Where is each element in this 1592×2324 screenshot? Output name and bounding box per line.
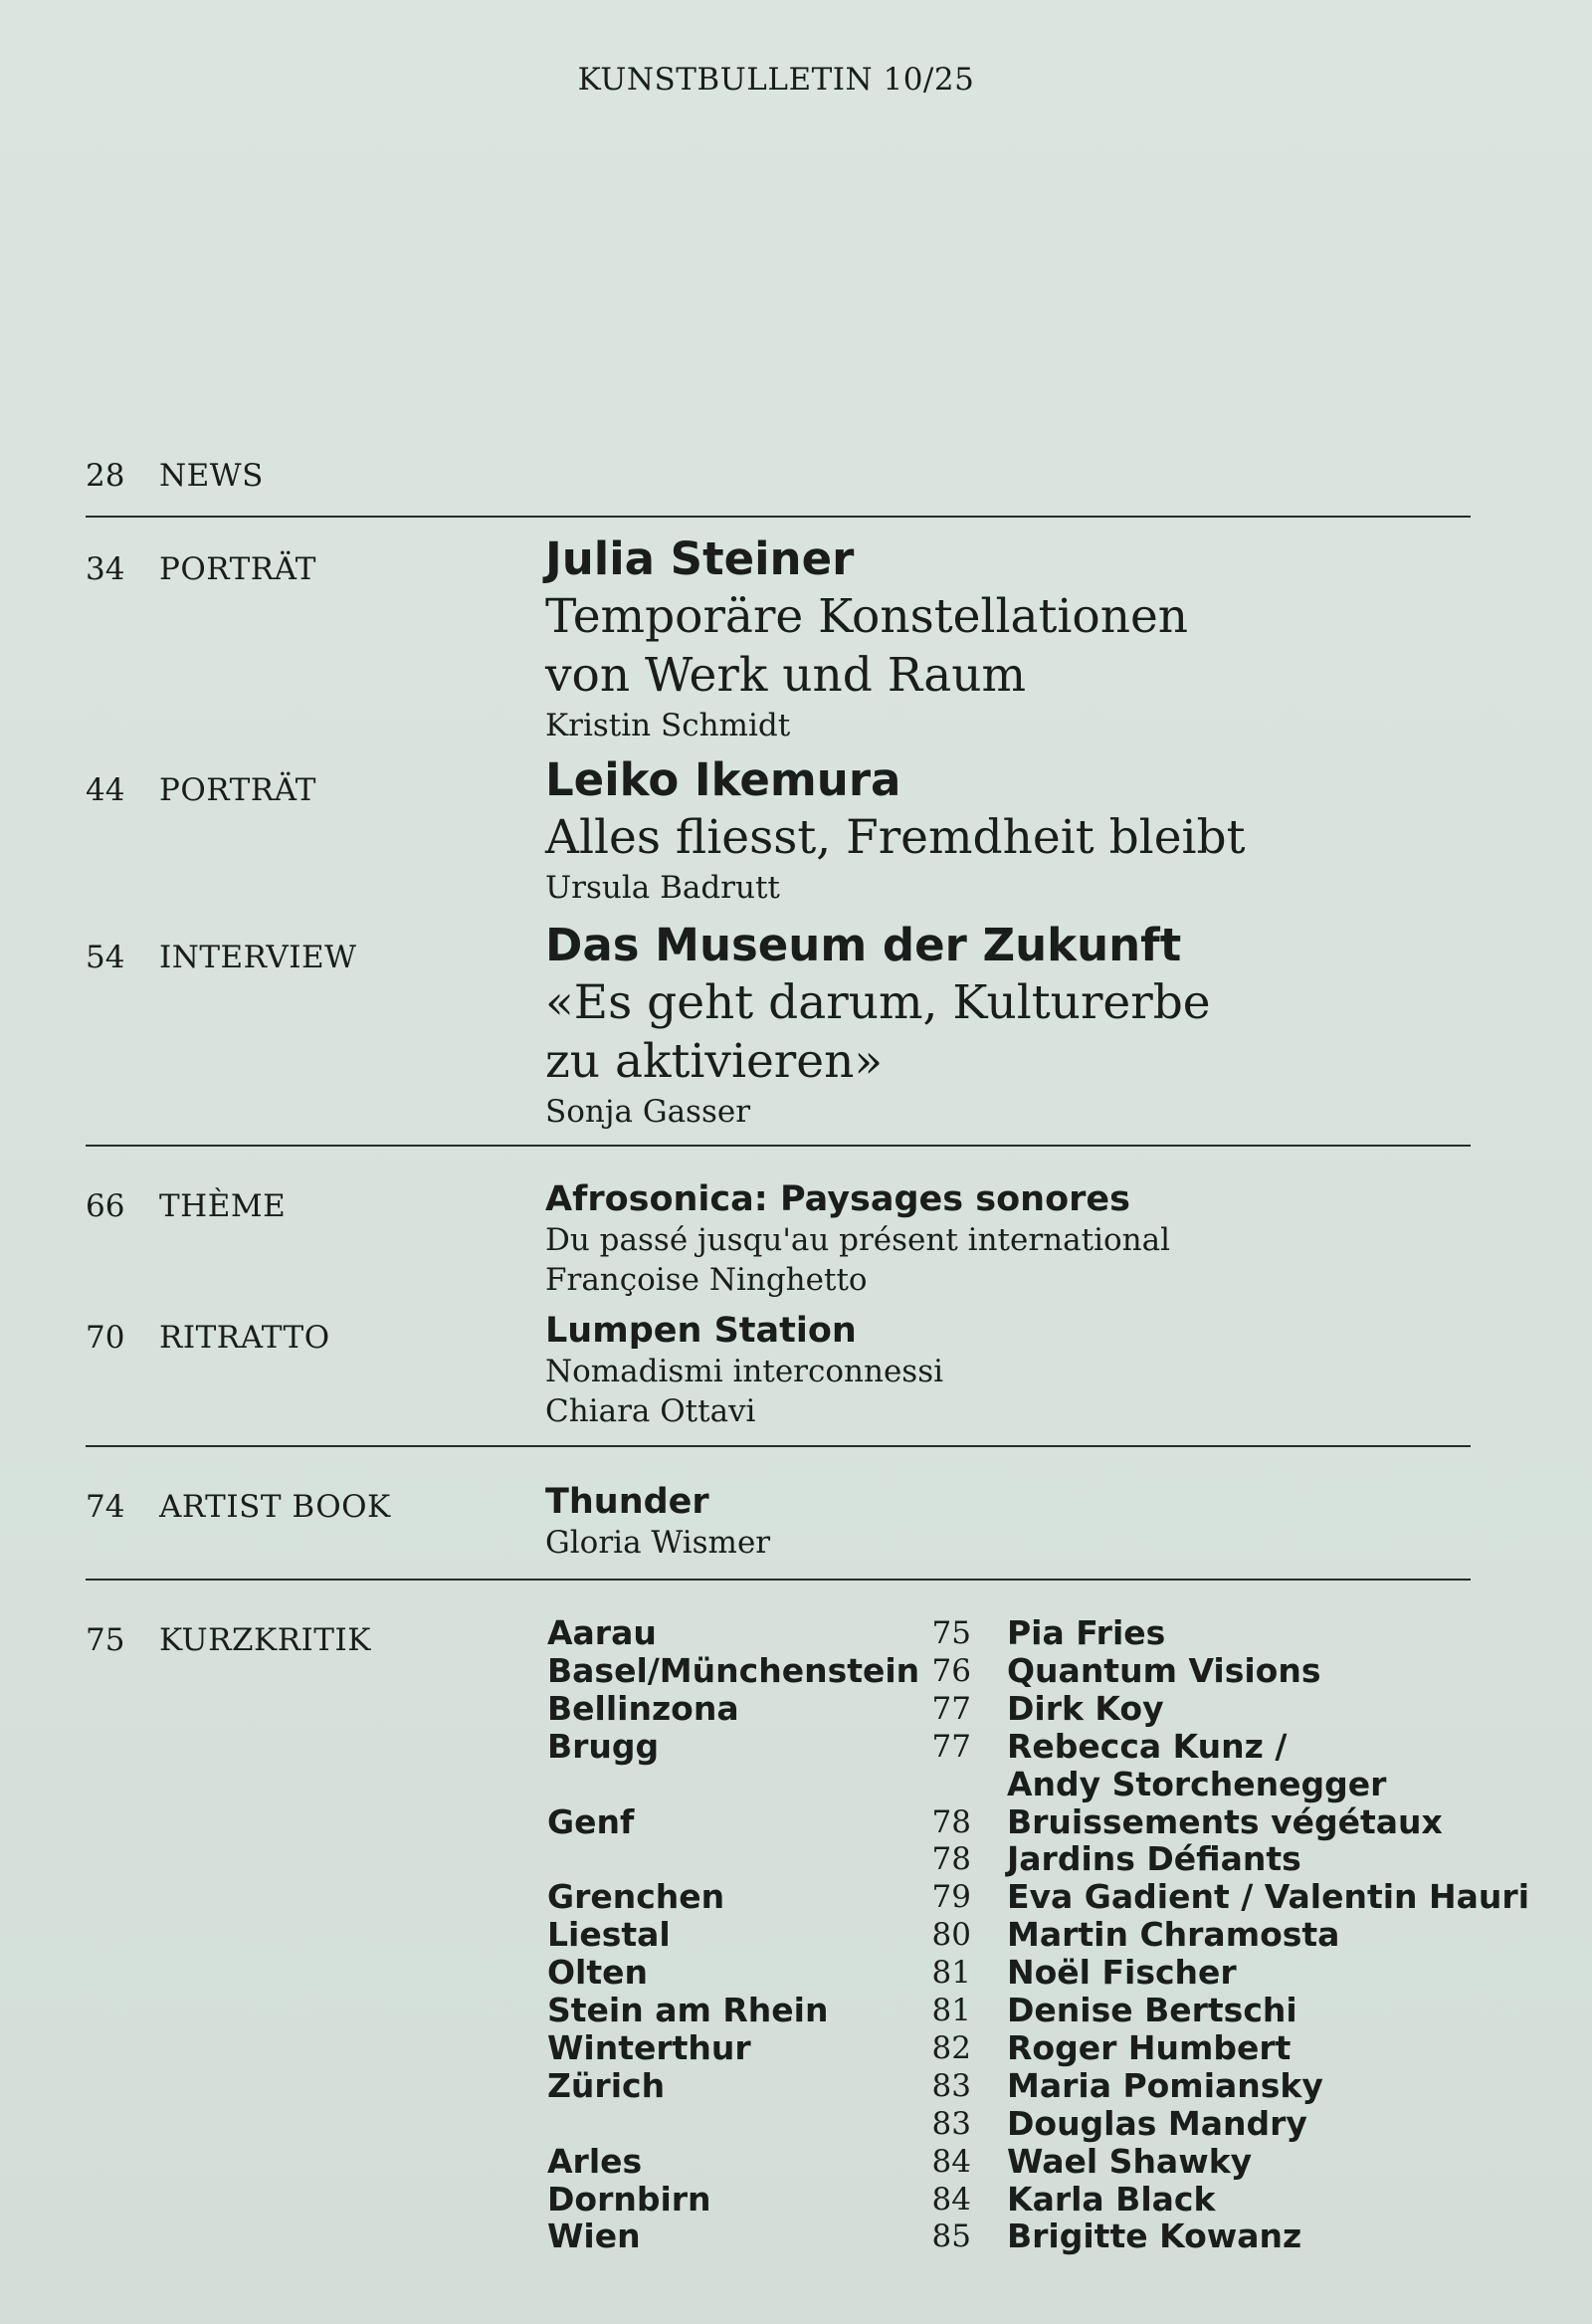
kurzkritik-page-number: 75 <box>931 1615 971 1651</box>
kurzkritik-row <box>0 2181 1592 2218</box>
toc-page-number: 34 <box>86 551 125 587</box>
kurzkritik-artist: Karla Black <box>1007 2179 1216 2218</box>
kurzkritik-artist: Pia Fries <box>1007 1613 1166 1652</box>
toc-page-number: 54 <box>86 940 125 975</box>
entry-title: Thunder <box>545 1482 709 1522</box>
toc-entry <box>545 752 1246 909</box>
kurzkritik-city: Dornbirn <box>547 2179 711 2218</box>
kurzkritik-page-number: 81 <box>931 1993 971 2028</box>
entry-author: Françoise Ninghetto <box>545 1262 868 1298</box>
kurzkritik-city: Bellinzona <box>547 1688 739 1728</box>
kurzkritik-artist: Dirk Koy <box>1007 1688 1164 1728</box>
kurzkritik-page-number: 78 <box>931 1803 971 1840</box>
toc-entry <box>545 531 1188 746</box>
toc-page-number: 44 <box>86 772 125 808</box>
kurzkritik-city: Aarau <box>547 1613 657 1652</box>
kurzkritik-artist: Quantum Visions <box>1007 1650 1321 1690</box>
toc-section-label: ARTIST BOOK <box>159 1489 391 1525</box>
toc-section-label: PORTRÄT <box>159 772 316 808</box>
toc-entry <box>545 918 1211 1133</box>
toc-page-number: 66 <box>86 1188 125 1224</box>
kurzkritik-row <box>0 1803 1592 1841</box>
entry-title: Julia Steiner <box>545 532 855 585</box>
kurzkritik-artist: Bruissements végétaux <box>1007 1801 1443 1841</box>
kurzkritik-city: Grenchen <box>547 1877 725 1917</box>
kurzkritik-row <box>0 1954 1592 1992</box>
entry-title: Afrosonica: Paysages sonores <box>545 1179 1130 1219</box>
toc-section-label: RITRATTO <box>159 1320 330 1356</box>
kurzkritik-city: Zürich <box>547 2065 666 2105</box>
kurzkritik-city: Olten <box>547 1953 649 1993</box>
divider <box>86 516 1471 518</box>
toc-section-label: INTERVIEW <box>159 940 357 975</box>
kurzkritik-row <box>0 1614 1592 1652</box>
kurzkritik-artist: Denise Bertschi <box>1007 1991 1297 2029</box>
toc-page-number: 75 <box>86 1622 125 1658</box>
news-page-number: 28 <box>86 458 125 494</box>
entry-subtitle: Du passé jusqu'au présent international <box>545 1222 1171 1258</box>
toc-entry <box>545 1310 943 1431</box>
kurzkritik-city: Wien <box>547 2217 641 2256</box>
kurzkritik-city: Brugg <box>547 1726 660 1766</box>
kurzkritik-row <box>0 2218 1592 2255</box>
toc-entry <box>545 1481 770 1563</box>
kurzkritik-artist: Noël Fischer <box>1007 1953 1237 1993</box>
entry-title: Das Museum der Zukunft <box>545 919 1182 971</box>
kurzkritik-city: Stein am Rhein <box>547 1991 829 2029</box>
kurzkritik-row <box>0 2143 1592 2181</box>
kurzkritik-artist: Douglas Mandry <box>1007 2103 1307 2143</box>
entry-subtitle-line: «Es geht darum, Kulturerbe <box>545 975 1211 1030</box>
kurzkritik-artist: Andy Storchenegger <box>1007 1764 1387 1803</box>
kurzkritik-page-number: 84 <box>931 2181 971 2218</box>
kurzkritik-row <box>0 1840 1592 1878</box>
kurzkritik-row <box>0 1728 1592 1766</box>
kurzkritik-page-number: 76 <box>931 1652 971 1689</box>
kurzkritik-page-number: 77 <box>931 1690 971 1727</box>
entry-author: Ursula Badrutt <box>545 870 780 906</box>
kurzkritik-row <box>0 2105 1592 2143</box>
kurzkritik-city: Liestal <box>547 1915 671 1955</box>
kurzkritik-page-number: 78 <box>931 1841 971 1878</box>
toc-section-label: THÈME <box>159 1188 287 1224</box>
kurzkritik-page-number: 79 <box>931 1879 971 1916</box>
kurzkritik-artist: Martin Chramosta <box>1007 1915 1340 1955</box>
kurzkritik-page-number: 82 <box>931 2029 971 2066</box>
kurzkritik-row <box>0 2029 1592 2067</box>
kurzkritik-page-number: 80 <box>931 1917 971 1954</box>
news-label: NEWS <box>159 458 264 494</box>
toc-page-number: 70 <box>86 1320 125 1356</box>
entry-author: Sonja Gasser <box>545 1094 751 1130</box>
entry-title: Lumpen Station <box>545 1311 857 1351</box>
divider <box>86 1445 1471 1447</box>
kurzkritik-page-number: 83 <box>931 2105 971 2142</box>
divider <box>86 1579 1471 1581</box>
kurzkritik-row <box>0 1652 1592 1690</box>
entry-subtitle-line: Alles fliesst, Fremdheit bleibt <box>545 810 1246 865</box>
kurzkritik-artist: Eva Gadient / Valentin Hauri <box>1007 1877 1530 1917</box>
entry-author: Kristin Schmidt <box>545 708 791 743</box>
kurzkritik-page-number: 84 <box>931 2143 971 2180</box>
kurzkritik-artist: Roger Humbert <box>1007 2027 1292 2067</box>
toc-page-number: 74 <box>86 1489 125 1525</box>
kurzkritik-artist: Rebecca Kunz / <box>1007 1726 1288 1766</box>
kurzkritik-row <box>0 1916 1592 1954</box>
kurzkritik-row <box>0 1690 1592 1728</box>
kurzkritik-row <box>0 1878 1592 1916</box>
kurzkritik-page-number: 85 <box>931 2218 971 2255</box>
kurzkritik-city: Basel/Münchenstein <box>547 1650 920 1690</box>
kurzkritik-artist: Jardins Défiants <box>1007 1839 1301 1879</box>
entry-subtitle-line: Temporäre Konstellationen <box>545 589 1189 644</box>
entry-author: Gloria Wismer <box>545 1525 771 1561</box>
kurzkritik-city: Winterthur <box>547 2027 751 2067</box>
kurzkritik-artist: Maria Pomiansky <box>1007 2065 1323 2105</box>
entry-subtitle-line: zu aktivieren» <box>545 1034 884 1089</box>
kurzkritik-artist: Wael Shawky <box>1007 2141 1253 2181</box>
magazine-header: KUNSTBULLETIN 10/25 <box>577 62 975 98</box>
kurzkritik-row <box>0 2067 1592 2105</box>
divider <box>86 1145 1471 1147</box>
toc-section-label: PORTRÄT <box>159 551 316 587</box>
toc-section-label: KURZKRITIK <box>159 1622 371 1658</box>
entry-author: Chiara Ottavi <box>545 1393 756 1429</box>
entry-subtitle: Nomadismi interconnessi <box>545 1354 944 1389</box>
kurzkritik-page-number: 81 <box>931 1955 971 1992</box>
kurzkritik-city: Arles <box>547 2141 643 2181</box>
entry-title: Leiko Ikemura <box>545 753 901 806</box>
kurzkritik-city: Genf <box>547 1801 635 1841</box>
kurzkritik-row <box>0 1766 1592 1803</box>
kurzkritik-artist: Brigitte Kowanz <box>1007 2217 1302 2256</box>
kurzkritik-row <box>0 1992 1592 2029</box>
entry-subtitle-line: von Werk und Raum <box>545 648 1027 703</box>
kurzkritik-page-number: 83 <box>931 2067 971 2104</box>
kurzkritik-page-number: 77 <box>931 1728 971 1765</box>
toc-entry <box>545 1178 1170 1300</box>
